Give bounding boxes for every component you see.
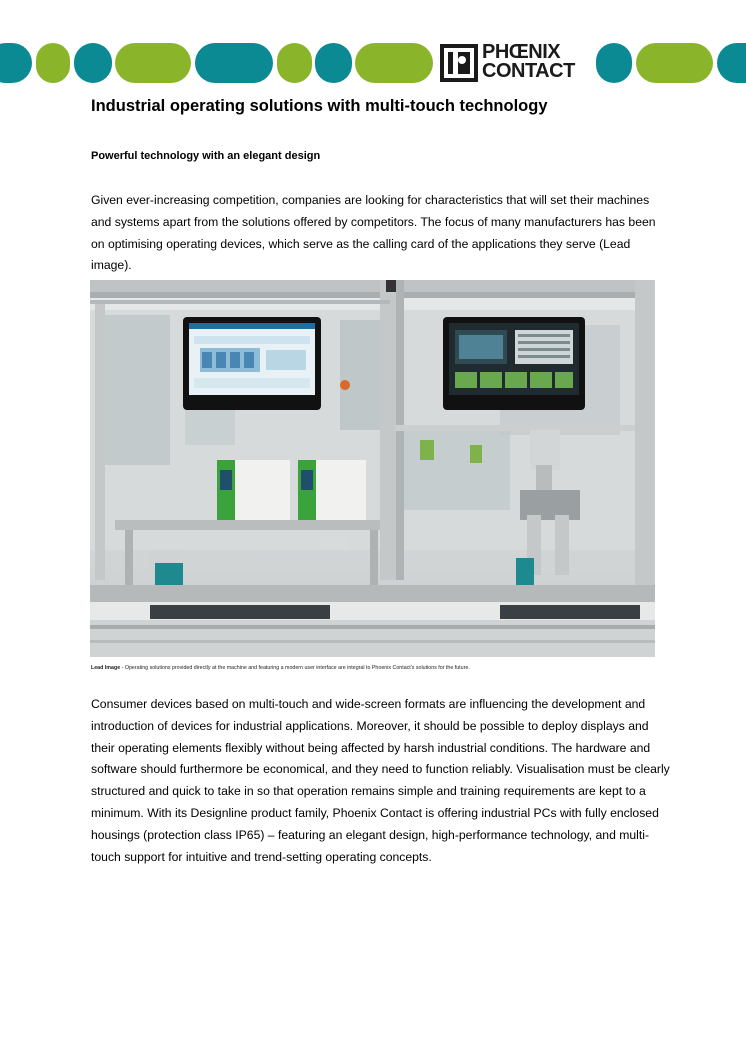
caption-text: - Operating solutions provided directly at the machine and featuring a modern user interface are integral to Phoenix Contact's solutions for the future. [120,665,470,671]
teal-dot [315,43,352,83]
caption-label: Lead Image [91,665,121,671]
logo-wordmark [482,43,592,81]
teal-pill [195,43,273,83]
logo-line-2: CONTACT [482,60,575,82]
green-pill [636,43,713,83]
logo-line-1: PHŒNIX [482,41,561,63]
machine-photo-illustration [90,280,655,657]
green-pill [355,43,433,83]
teal-dot [717,43,746,83]
logo-mark-icon [440,44,478,82]
teal-dot [74,43,112,83]
intro-paragraph: Given ever-increasing competition, companies are looking for characteristics that will set their machines and systems apart from the solutions offered by competitors. The focus of many manufacturers has been on optimising operating devices, which serve as the calling card of the applications they serve (Lead image). [91,193,656,273]
green-pill [115,43,191,83]
page-title: Industrial operating solutions with multi-touch technology [91,97,548,115]
image-caption [91,665,470,671]
subtitle: Powerful technology with an elegant design [91,150,321,162]
phoenix-contact-logo [440,43,592,83]
lead-image [90,280,655,657]
green-dot [36,43,70,83]
teal-dot [596,43,632,83]
teal-dot [0,43,32,83]
header-band [0,43,746,83]
green-dot [277,43,312,83]
body-paragraph: Consumer devices based on multi-touch and wide-screen formats are influencing the development and introduction of devices for industrial applications. Moreover, it should be possible to deploy displays and their operating elements flexibly without being affected by harsh industrial conditions. The hardware and software should furthermore be economical, and they need to function reliably. Visualisation must be clearly structured and quick to take in so that operation remains simple and training requirements are kept to a minimum. With its Designline product family, Phoenix Contact is offering industrial PCs with fully enclosed housings (protection class IP65) – featuring an elegant design, high-performance technology, and multi-touch support for intuitive and trend-setting operating concepts. [91,697,670,864]
